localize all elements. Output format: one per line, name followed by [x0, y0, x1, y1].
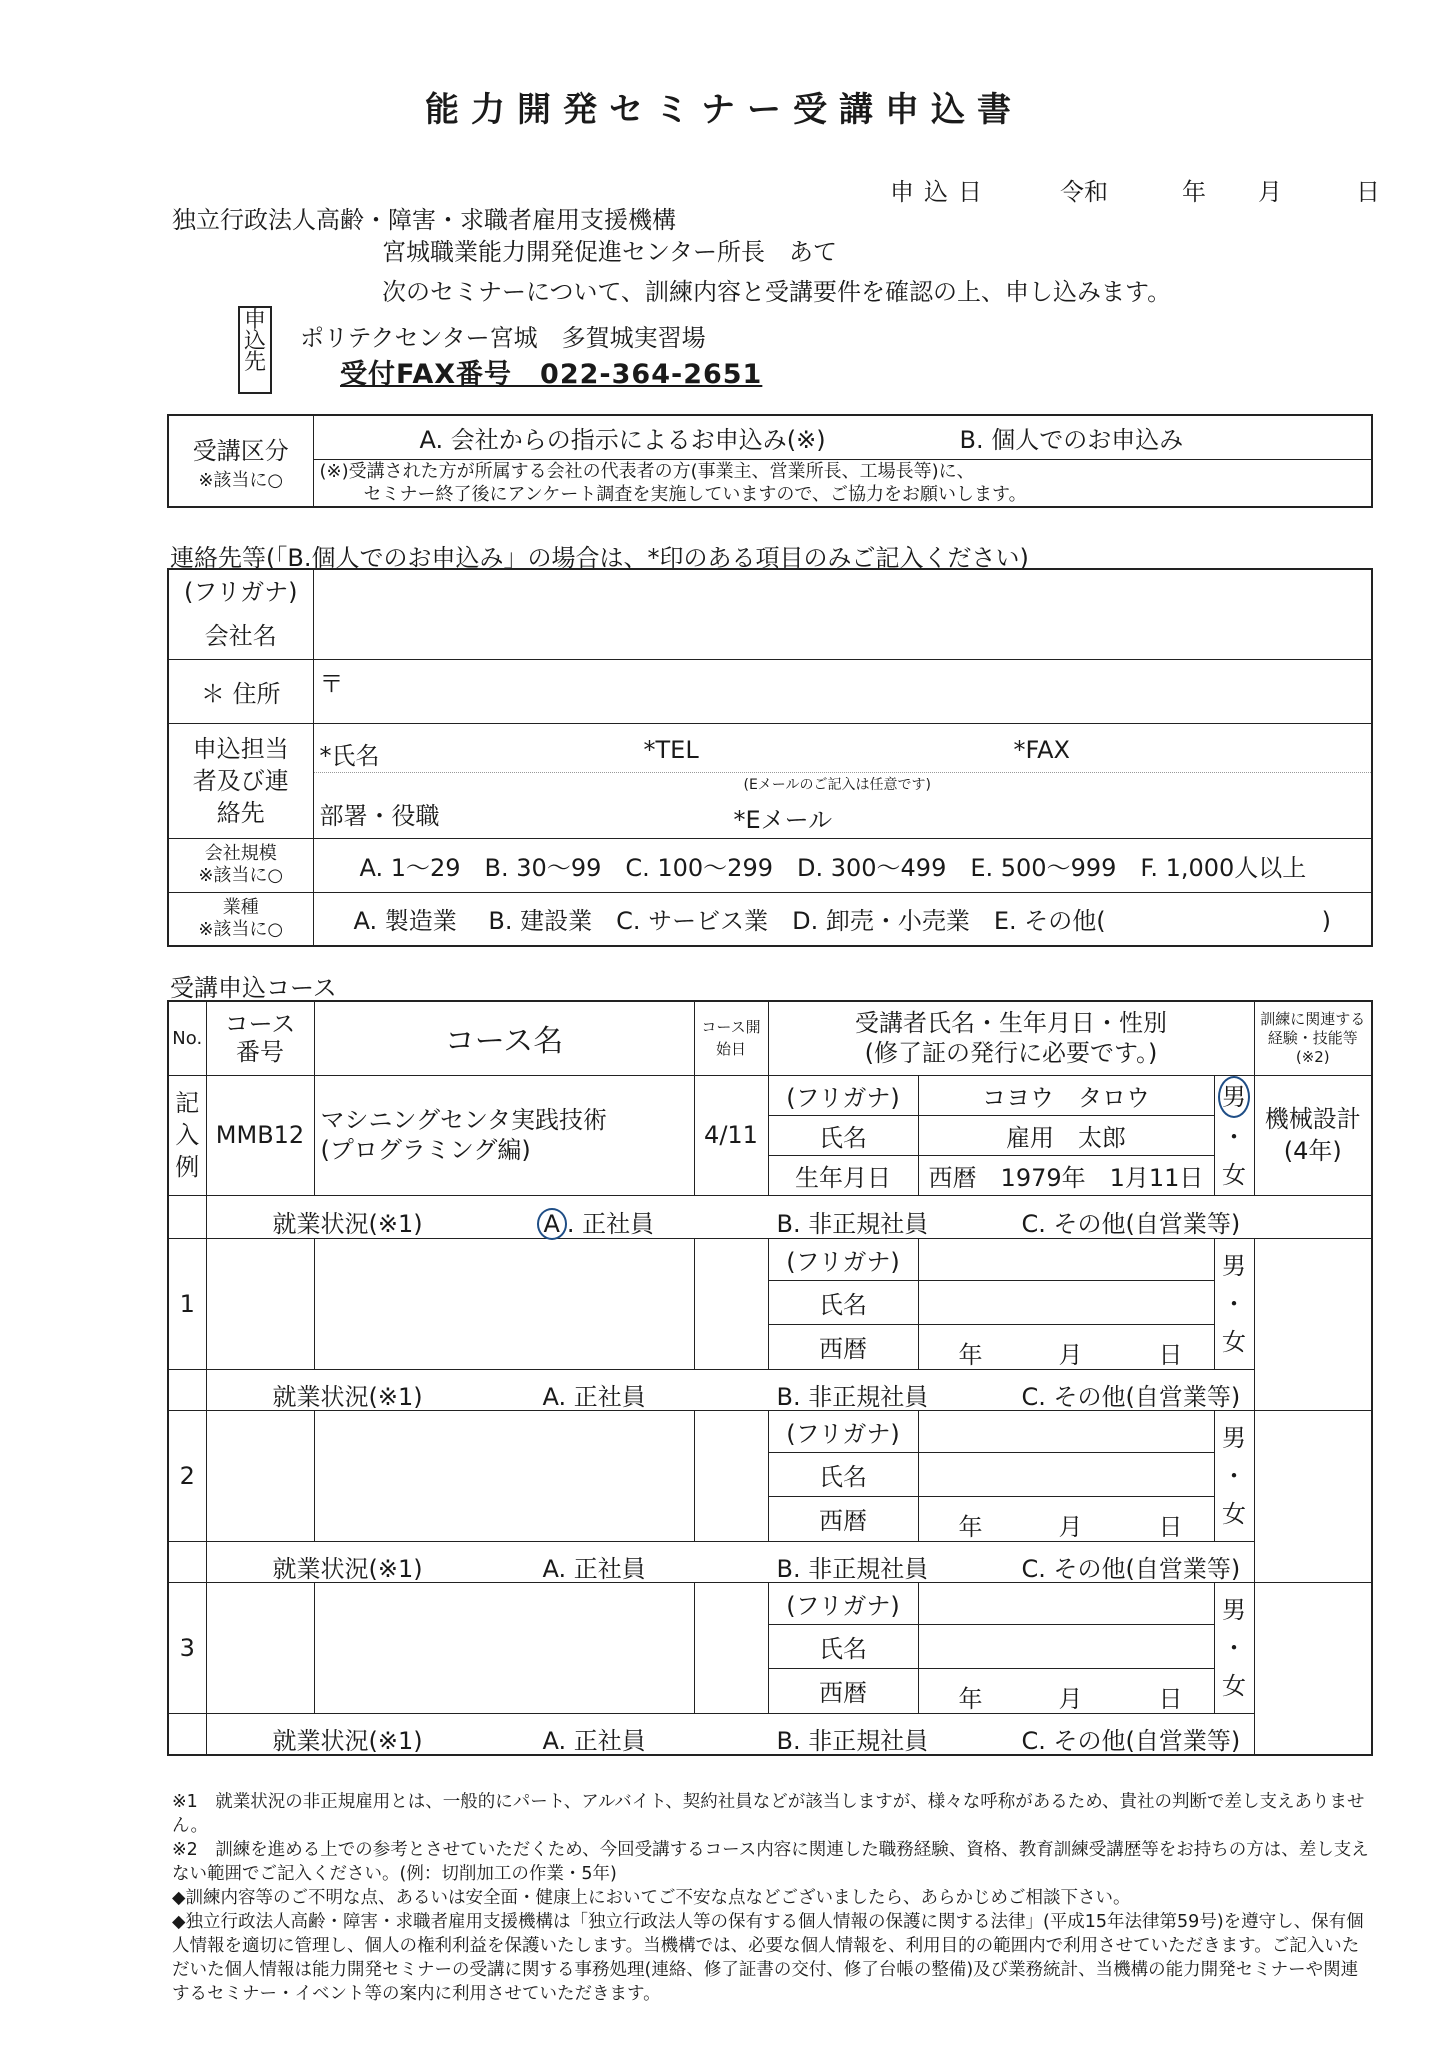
row-1-dot: ・: [1222, 1289, 1246, 1318]
addressee-org: 独立行政法人高齢・障害・求職者雇用支援機構: [172, 206, 676, 234]
row-2-year: 年: [958, 1512, 983, 1541]
example-experience-2: (4年): [1283, 1137, 1342, 1165]
example-birth-label: 生年月日: [768, 1155, 918, 1195]
size-label: 会社規模: [204, 843, 277, 864]
row-1-course-name[interactable]: [314, 1238, 694, 1369]
example-furigana: コヨウ タロウ: [918, 1075, 1214, 1115]
col-start: コース開始日: [694, 1001, 768, 1075]
row-2-code[interactable]: [206, 1410, 314, 1541]
row-3-name-label: 氏名: [768, 1624, 918, 1668]
row-3-no: 3: [168, 1582, 206, 1713]
destination-center: ポリテクセンター宮城 多賀城実習場: [300, 324, 706, 352]
person-info: [313, 723, 1372, 838]
row-1-name-input[interactable]: [918, 1280, 1214, 1324]
address-input[interactable]: [313, 659, 1372, 723]
row-1-employment-b[interactable]: B. 非正規社員: [776, 1382, 929, 1411]
tel-field[interactable]: *TEL: [643, 735, 699, 764]
fax-number: 受付FAX番号 022-364-2651: [340, 359, 763, 390]
row-3-furigana-label: (フリガナ): [768, 1582, 918, 1624]
row-2-dot: ・: [1222, 1461, 1246, 1490]
row-3-course-name[interactable]: [314, 1582, 694, 1713]
person-label-text: 申込担当者及び連絡先: [192, 734, 289, 827]
attendance-note: ※該当に○: [198, 469, 284, 491]
example-birth: 西暦 1979年 1月11日: [918, 1155, 1214, 1195]
person-label: [168, 723, 313, 838]
employment-a-rest: . 正社員: [566, 1209, 655, 1238]
row-2-day: 日: [1158, 1512, 1183, 1541]
size-label-cell: [168, 838, 313, 892]
example-employment-spacer: [168, 1195, 206, 1238]
row-2-course-name[interactable]: [314, 1410, 694, 1541]
row-2-employment-label: 就業状況(※1): [272, 1554, 423, 1583]
row-3-code[interactable]: [206, 1582, 314, 1713]
dept-field[interactable]: 部署・役職: [319, 801, 440, 830]
email-field[interactable]: *Eメール: [733, 805, 833, 834]
row-2-start[interactable]: [694, 1410, 768, 1541]
industry-options[interactable]: A. 製造業 B. 建設業 C. サービス業 D. 卸売・小売業 E. その他( ): [313, 892, 1372, 946]
example-name-label: 氏名: [768, 1115, 918, 1155]
industry-label-cell: [168, 892, 313, 946]
example-dot: ・: [1222, 1123, 1246, 1151]
example-experience: [1254, 1075, 1372, 1195]
footnotes: [172, 1790, 1372, 2006]
footnote-1: ※1 就業状況の非正規雇用とは、一般的にパート、アルバイト、契約社員などが該当しますが、様々な呼称があるため、貴社の判断で差し支えありません。: [172, 1792, 1365, 1836]
row-3-employment: [206, 1713, 1254, 1755]
attendance-label: 受講区分: [192, 436, 289, 465]
row-3-birth-input[interactable]: [918, 1668, 1214, 1713]
col-no: No.: [168, 1001, 206, 1075]
date-year: 年: [1182, 178, 1206, 206]
row-3-seireki: 西暦: [768, 1668, 918, 1713]
footnote-3: ◆訓練内容等のご不明な点、あるいは安全面・健康上においてご不安な点などございましたら、あらかじめご相談下さい。: [172, 1888, 1131, 1908]
row-1-year: 年: [958, 1340, 983, 1369]
row-3-gender[interactable]: [1214, 1582, 1254, 1713]
row-2-employment-c[interactable]: C. その他(自営業等): [1021, 1554, 1241, 1583]
example-experience-1: 機械設計: [1264, 1105, 1361, 1133]
row-3-employment-c[interactable]: C. その他(自営業等): [1021, 1726, 1241, 1755]
employment-b: B. 非正規社員: [776, 1209, 929, 1238]
course-table: [167, 1000, 1373, 1756]
attendance-option-b[interactable]: B. 個人でのお申込み: [959, 425, 1184, 454]
row-2-employment-spacer: [168, 1541, 206, 1582]
size-note: ※該当に○: [198, 865, 284, 886]
footnote-4: ◆独立行政法人高齢・障害・求職者雇用支援機構は「独立行政法人等の保有する個人情報の保護に関する法律」(平成15年法律第59号)を遵守し、保有個人情報を適切に管理し、個人の権利利益を保護いたします。当機構では、必要な個人情報を、利用目的の範囲内で利用させていただきます。ご記入いただいた個人情報は能力開発セミナーの受講に関する事務処理(連絡、修了証書の交付、修了台帳の整備)及び業務統計、当機構の能力開発セミナーや関連するセミナー・イベント等の案内に利用させていただきます。: [172, 1912, 1364, 2004]
row-3-day: 日: [1158, 1684, 1183, 1713]
row-1-birth-input[interactable]: [918, 1324, 1214, 1369]
row-2-birth-input[interactable]: [918, 1496, 1214, 1541]
employment-a-circled: A: [537, 1208, 567, 1240]
row-2-employment-a[interactable]: A. 正社員: [542, 1554, 646, 1583]
address-label: ＊ 住所: [168, 659, 313, 723]
name-field[interactable]: *氏名: [319, 741, 380, 770]
row-1-employment-spacer: [168, 1369, 206, 1410]
example-male-circled: 男: [1218, 1076, 1250, 1118]
row-2-male[interactable]: 男: [1222, 1423, 1246, 1452]
application-date: [890, 172, 1390, 206]
row-3-name-input[interactable]: [918, 1624, 1214, 1668]
row-3-female[interactable]: 女: [1222, 1671, 1246, 1700]
attendance-remark: [313, 459, 1372, 507]
col-trainee-1: 受講者氏名・生年月日・性別: [855, 1009, 1167, 1038]
row-2-month: 月: [1058, 1512, 1083, 1541]
example-name-2: (プログラミング編): [320, 1136, 531, 1164]
col-name: コース名: [314, 1001, 694, 1075]
row-1-code[interactable]: [206, 1238, 314, 1369]
row-1-month: 月: [1058, 1340, 1083, 1369]
furigana-label: (フリガナ): [183, 578, 298, 607]
example-person: 雇用 太郎: [918, 1115, 1214, 1155]
example-start: 4/11: [694, 1075, 768, 1195]
row-3-start[interactable]: [694, 1582, 768, 1713]
row-2-gender[interactable]: [1214, 1410, 1254, 1541]
postal-mark: 〒: [319, 669, 344, 698]
date-era: 令和: [1060, 178, 1108, 206]
col-trainee: [768, 1001, 1254, 1075]
row-2-employment-b[interactable]: B. 非正規社員: [776, 1554, 929, 1583]
company-label: 会社名: [204, 622, 277, 651]
example-furigana-label: (フリガナ): [768, 1075, 918, 1115]
company-label-cell: [168, 569, 313, 659]
row-1-experience[interactable]: [1254, 1238, 1372, 1410]
attendance-remark-2: セミナー終了後にアンケート調査を実施していますので、ご協力をお願いします。: [363, 483, 1027, 505]
size-options[interactable]: A. 1～29 B. 30～99 C. 100～299 D. 300～499 E. 500～999 F. 1,000人以上: [313, 838, 1372, 892]
row-3-employment-a[interactable]: A. 正社員: [542, 1726, 646, 1755]
row-3-furigana-input[interactable]: [918, 1582, 1214, 1624]
row-1-start[interactable]: [694, 1238, 768, 1369]
email-note: (Eメールのご記入は任意です): [743, 776, 931, 793]
footnote-2: ※2 訓練を進める上での参考とさせていただくため、今回受講するコース内容に関連した職務経験、資格、教育訓練受講歴等をお持ちの方は、差し支えない範囲でご記入ください。(例：切削加工の作業・5年): [172, 1840, 1369, 1884]
row-1-female[interactable]: 女: [1222, 1327, 1246, 1356]
row-2-name-label: 氏名: [768, 1452, 918, 1496]
addressee-to: 宮城職業能力開発促進センター所長 あて: [382, 238, 838, 266]
example-gender: [1214, 1075, 1254, 1195]
example-employment: [206, 1195, 1372, 1238]
industry-label: 業種: [222, 896, 259, 918]
row-1-seireki: 西暦: [768, 1324, 918, 1369]
row-3-dot: ・: [1222, 1633, 1246, 1662]
row-2-experience[interactable]: [1254, 1410, 1372, 1582]
example-female: 女: [1222, 1161, 1246, 1189]
row-3-month: 月: [1058, 1684, 1083, 1713]
row-1-furigana-label: (フリガナ): [768, 1238, 918, 1280]
attendance-table: [167, 414, 1373, 508]
example-label: [168, 1075, 206, 1195]
employment-a-example: [537, 1204, 655, 1240]
row-2-seireki: 西暦: [768, 1496, 918, 1541]
row-2-no: 2: [168, 1410, 206, 1541]
page-title: 能力開発セミナー受講申込書: [425, 90, 1023, 130]
row-2-female[interactable]: 女: [1222, 1499, 1246, 1528]
example-course-name: [314, 1075, 694, 1195]
contact-heading: 連絡先等(「B.個人でのお申込み」の場合は、*印のある項目のみご記入ください): [170, 544, 1029, 572]
statement: 次のセミナーについて、訓練内容と受講要件を確認の上、申し込みます。: [382, 278, 1172, 306]
row-1-male[interactable]: 男: [1222, 1251, 1246, 1280]
col-trainee-2: (修了証の発行に必要です。): [864, 1039, 1158, 1068]
attendance-options: [313, 415, 1372, 459]
row-1-employment-label: 就業状況(※1): [272, 1382, 423, 1411]
row-2-employment: [206, 1541, 1254, 1582]
example-label-text: 記入例: [175, 1089, 200, 1181]
row-1-employment-c[interactable]: C. その他(自営業等): [1021, 1382, 1241, 1411]
row-3-year: 年: [958, 1684, 983, 1713]
date-label: 申込日: [890, 178, 992, 206]
row-2-name-input[interactable]: [918, 1452, 1214, 1496]
attendance-remark-1: (※)受講された方が所属する会社の代表者の方(事業主、営業所長、工場長等)に、: [319, 460, 975, 482]
fax-field[interactable]: *FAX: [1013, 735, 1070, 764]
row-3-employment-spacer: [168, 1713, 206, 1755]
col-number-text: コース番号: [224, 1010, 296, 1067]
row-1-name-label: 氏名: [768, 1280, 918, 1324]
destination-box-label: 申込先: [238, 306, 272, 394]
attendance-label-cell: [168, 415, 313, 507]
row-1-no: 1: [168, 1238, 206, 1369]
row-1-gender[interactable]: [1214, 1238, 1254, 1369]
company-input[interactable]: [313, 569, 1372, 659]
row-1-employment-a[interactable]: A. 正社員: [542, 1382, 646, 1411]
row-3-employment-label: 就業状況(※1): [272, 1726, 423, 1755]
row-3-employment-b[interactable]: B. 非正規社員: [776, 1726, 929, 1755]
employment-c: C. その他(自営業等): [1021, 1209, 1241, 1238]
row-3-male[interactable]: 男: [1222, 1595, 1246, 1624]
col-number: [206, 1001, 314, 1075]
industry-note: ※該当に○: [198, 918, 284, 940]
row-2-furigana-label: (フリガナ): [768, 1410, 918, 1452]
row-3-experience[interactable]: [1254, 1582, 1372, 1755]
row-2-furigana-input[interactable]: [918, 1410, 1214, 1452]
courses-heading: 受講申込コース: [170, 974, 337, 1002]
row-1-employment: [206, 1369, 1254, 1410]
example-name-1: マシニングセンタ実践技術: [320, 1106, 608, 1134]
contact-table: [167, 568, 1373, 947]
col-experience: 訓練に関連する経験・技能等(※2): [1254, 1001, 1372, 1075]
date-month: 月: [1258, 178, 1282, 206]
row-1-furigana-input[interactable]: [918, 1238, 1214, 1280]
employment-label: 就業状況(※1): [272, 1209, 423, 1238]
example-code: MMB12: [206, 1075, 314, 1195]
date-day: 日: [1356, 178, 1380, 206]
attendance-option-a[interactable]: A. 会社からの指示によるお申込み(※): [419, 425, 826, 454]
row-1-day: 日: [1158, 1340, 1183, 1369]
